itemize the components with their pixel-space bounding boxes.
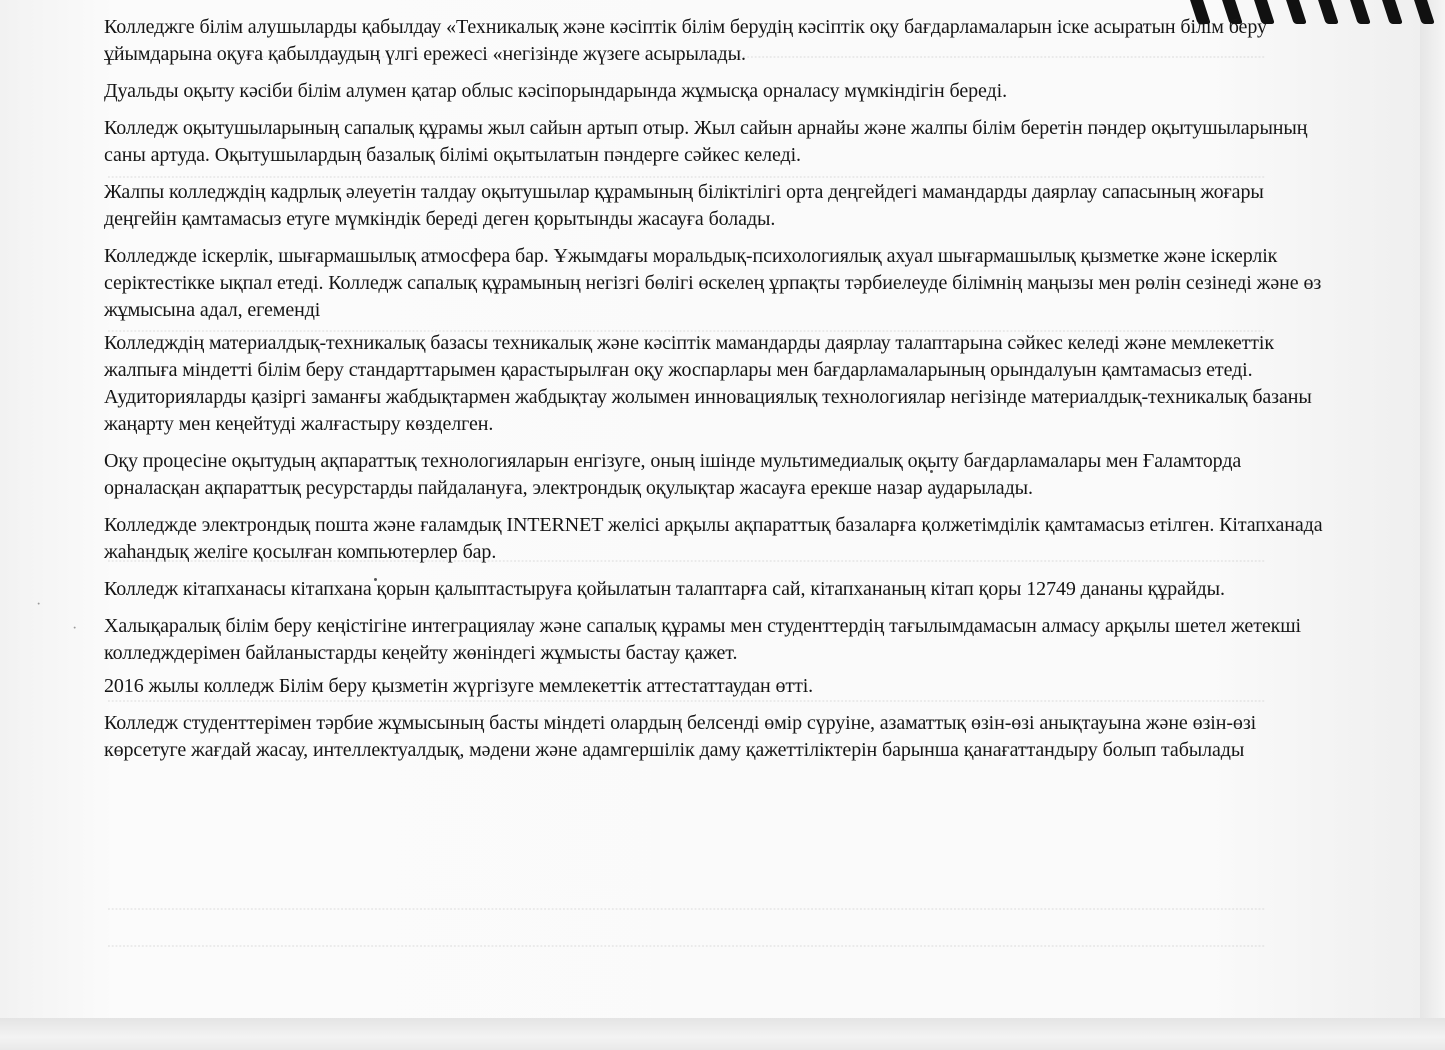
paragraph-admission: Колледжге білім алушыларды қабылдау «Техникалық және кәсіптік білім берудің кәсіптік оқу бағдарламаларын іске асыратын білім беру ұйымдарына оқуға қабылдаудың үлгі ережесі «негізінде жүзеге асырылады. xyxy=(104,16,1267,65)
binding-ring xyxy=(1348,0,1371,24)
paragraph-educational-work: Колледж студенттерімен тәрбие жұмысының басты міндеті олардың белсенді өмір сүруіне, азаматтық өзін-өзі анықтауына және өзін-өзі көрсетуге жағдай жасау, интеллектуалдық, мәдени және адамгершілік даму қажеттіліктерін барынша қанағаттандыру болып табылады xyxy=(104,712,1257,761)
paragraph-atmosphere: Колледжде іскерлік, шығармашылық атмосфера бар. Ұжымдағы моральдық-психологиялық ахуал шығармашылық қызметке және іскерлік серіктестікке ықпал етеді. Колледж сапалық құрамының негізгі бөлігі өскелең ұрпақты тәрбиелеуде білімнің маңызы мен рөлін сезінеді және өз жұмысына адал, егеменді xyxy=(104,245,1322,321)
bleed-through-texture xyxy=(108,908,1264,920)
paragraph-information-technology: Оқу процесіне оқытудың ақпараттық технологияларын енгізуге, оның ішінде мультимедиалық оқыту бағдарламалары мен Ғаламторда орналасқан ақпараттық ресурстарды пайдалануға, электрондық оқулықтар жасауға ерекше назар аударылады. xyxy=(104,450,1242,499)
paragraph-attestation: 2016 жылы колледж Білім беру қызметін жүргізуге мемлекеттік аттестаттаудан өтті. xyxy=(104,675,814,697)
binding-ring xyxy=(1412,0,1435,24)
page-bottom-edge xyxy=(0,1018,1445,1050)
document-body xyxy=(104,14,1339,774)
paragraph-dual-training: Дуальды оқыту кәсіби білім алумен қатар облыс кәсіпорындарында жұмысқа орналасу мүмкіндігін береді. xyxy=(104,80,1007,102)
page-stack-edge xyxy=(1420,0,1445,1050)
binding-ring xyxy=(1380,0,1403,24)
paragraph-international: Халықаралық білім беру кеңістігіне интеграциялау және сапалық құрамы мен студенттердің тағылымдамасын алмасу арқылы шетел жетекші колледждерімен байланыстарды кеңейту жөніндегі жұмысты бастау қажет. xyxy=(104,615,1302,664)
paragraph-staff-analysis: Жалпы колледждің кадрлық әлеуетін талдау оқытушылар құрамының біліктілігі орта деңгейдегі мамандарды даярлау сапасының жоғары деңгейін қамтамасыз етуге мүмкіндік береді деген қорытынды жасауға болады. xyxy=(104,181,1264,230)
bleed-through-texture xyxy=(108,945,1264,957)
paragraph-internet-access: Колледжде электрондық пошта және ғаламдық INTERNET желісі арқылы ақпараттық базаларға қолжетімділік қамтамасыз етілген. Кітапханада жаһандық желіге қосылған компьютерлер бар. xyxy=(104,514,1323,563)
paragraph-teaching-staff: Колледж оқытушыларының сапалық құрамы жыл сайын артып отыр. Жыл сайын арнайы және жалпы білім беретін пәндер оқытушыларының саны артуда. Оқытушылардың базалық білімі оқытылатын пәндерге сәйкес келеді. xyxy=(104,117,1308,166)
margin-mark: · xyxy=(72,620,78,637)
paragraph-material-base: Колледждің материалдық-техникалық базасы техникалық және кәсіптік мамандарды даярлау талаптарына сәйкес келеді және мемлекеттік жалпыға міндетті білім беру стандарттарымен қарастырылған оқу жоспарлары мен бағдарламаларының орындалуын қамтамасыз етеді. Аудиторияларды қазіргі заманғы жабдықтармен жабдықтау жолымен инновациялық технологиялар негізінде материалдық-техникалық базаны жаңарту мен кеңейтуді жалғастыру көзделген. xyxy=(104,332,1312,435)
paragraph-library: Колледж кітапханасы кітапхана қорын қалыптастыруға қойылатын талаптарға сай, кітапхананың кітап қоры 12749 дананы құрайды. xyxy=(104,578,1225,600)
margin-mark: · xyxy=(36,596,42,613)
